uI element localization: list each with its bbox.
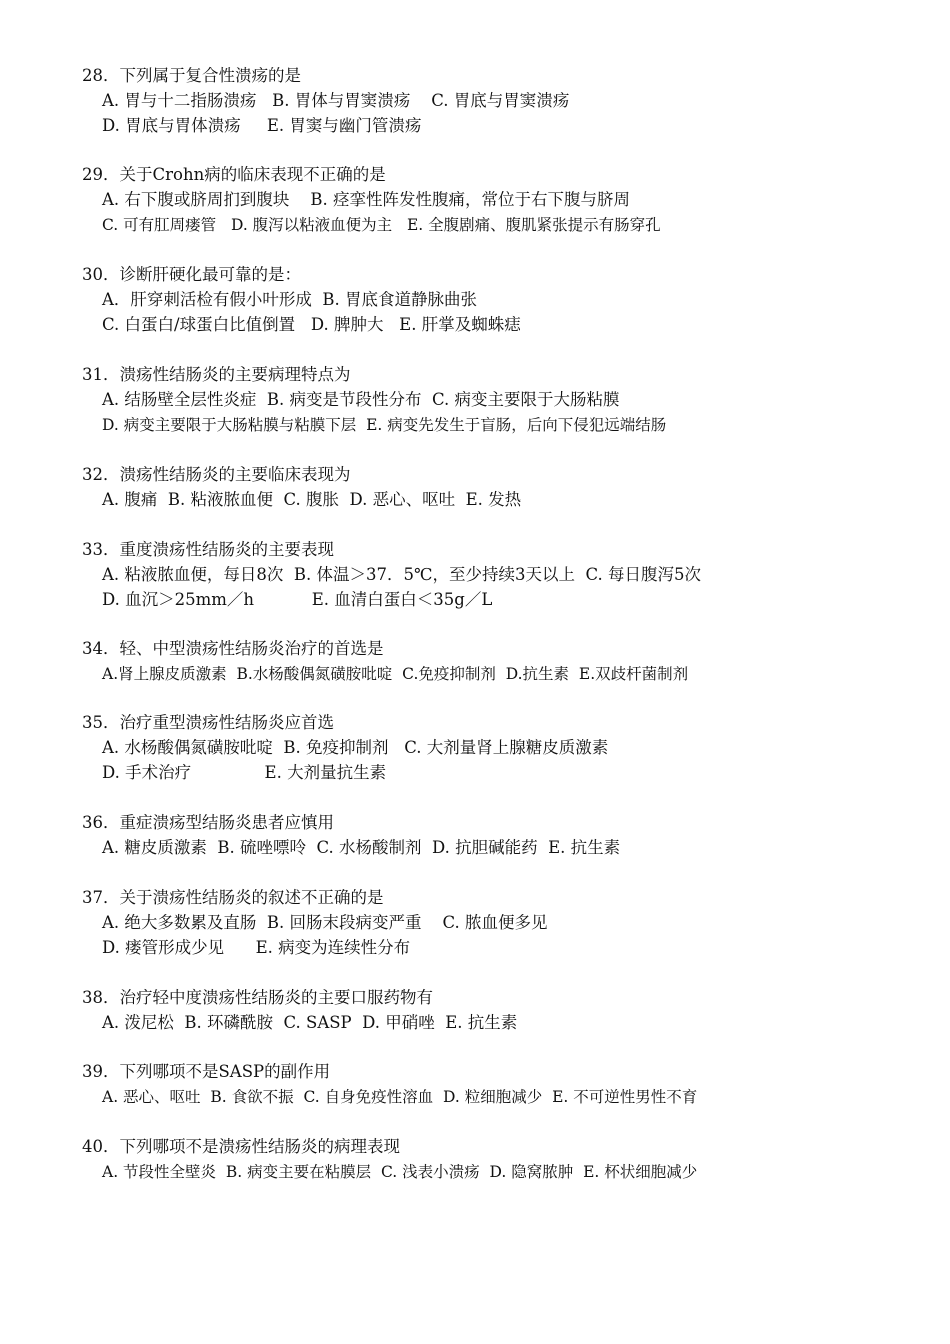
option-line: A．肝穿刺活检有假小叶形成 B. 胃底食道静脉曲张 xyxy=(102,290,478,309)
question-options xyxy=(82,1011,922,1036)
option-line: D. 病变主要限于大肠粘膜与粘膜下层 E. 病变先发生于盲肠，后向下侵犯远端结肠 xyxy=(102,416,667,434)
question-36 xyxy=(82,811,922,861)
option-line: A. 泼尼松 B. 环磷酰胺 C. SASP D. 甲硝唑 E. 抗生素 xyxy=(102,1013,518,1032)
option-line: A. 恶心、呕吐 B. 食欲不振 C. 自身免疫性溶血 D. 粒细胞减少 E. 不可逆性男性不育 xyxy=(102,1088,698,1106)
question-40 xyxy=(82,1135,922,1185)
option-line: A. 节段性全壁炎 B. 病变主要在粘膜层 C. 浅表小溃疡 D. 隐窝脓肿 E. 杯状细胞减少 xyxy=(102,1163,698,1181)
question-35 xyxy=(82,711,922,786)
question-39 xyxy=(82,1060,922,1110)
question-stem: 35．治疗重型溃疡性结肠炎应首选 xyxy=(82,713,334,732)
question-stem: 37．关于溃疡性结肠炎的叙述不正确的是 xyxy=(82,888,384,907)
question-stem: 31．溃疡性结肠炎的主要病理特点为 xyxy=(82,365,351,384)
option-line: A. 粘液脓血便，每日8次 B. 体温＞37．5℃，至少持续3天以上 C. 每日腹泻5次 xyxy=(102,565,701,584)
question-options xyxy=(82,1085,922,1110)
question-28 xyxy=(82,64,922,139)
option-line: A. 糖皮质激素 B. 硫唑嘌呤 C. 水杨酸制剂 D. 抗胆碱能药 E. 抗生素 xyxy=(102,838,621,857)
option-line: D. 手术治疗 E. 大剂量抗生素 xyxy=(102,763,387,782)
option-line: A.肾上腺皮质激素 B.水杨酸偶氮磺胺吡啶 C.免疫抑制剂 D.抗生素 E.双歧杆菌制剂 xyxy=(102,665,689,683)
question-33 xyxy=(82,538,922,613)
question-stem: 38．治疗轻中度溃疡性结肠炎的主要口服药物有 xyxy=(82,988,433,1007)
question-stem: 30．诊断肝硬化最可靠的是： xyxy=(82,265,301,284)
option-line: A. 胃与十二指肠溃疡 B. 胃体与胃窦溃疡 C. 胃底与胃窦溃疡 xyxy=(102,91,570,110)
question-31 xyxy=(82,363,922,438)
question-options xyxy=(82,89,922,139)
question-stem: 29．关于Crohn病的临床表现不正确的是 xyxy=(82,165,386,184)
question-29 xyxy=(82,163,922,238)
question-37 xyxy=(82,886,922,961)
question-options xyxy=(82,736,922,786)
question-stem: 39．下列哪项不是SASP的副作用 xyxy=(82,1062,331,1081)
option-line: D. 血沉＞25mm／h E. 血清白蛋白＜35g／L xyxy=(102,590,493,609)
question-options xyxy=(82,911,922,961)
option-line: A. 腹痛 B. 粘液脓血便 C. 腹胀 D. 恶心、呕吐 E. 发热 xyxy=(102,490,522,509)
question-stem: 40．下列哪项不是溃疡性结肠炎的病理表现 xyxy=(82,1137,400,1156)
question-options xyxy=(82,563,922,613)
question-options xyxy=(82,388,922,438)
question-30 xyxy=(82,263,922,338)
question-38 xyxy=(82,986,922,1036)
option-line: A. 结肠壁全层性炎症 B. 病变是节段性分布 C. 病变主要限于大肠粘膜 xyxy=(102,390,620,409)
option-line: A. 右下腹或脐周扪到腹块 B. 痉挛性阵发性腹痛，常位于右下腹与脐周 xyxy=(102,190,630,209)
question-32 xyxy=(82,463,922,513)
question-options xyxy=(82,1160,922,1185)
option-line: D. 瘘管形成少见 E. 病变为连续性分布 xyxy=(102,938,411,957)
option-line: C. 可有肛周瘘管 D. 腹泻以粘液血便为主 E. 全腹剧痛、腹肌紧张提示有肠穿孔 xyxy=(102,216,661,234)
question-options xyxy=(82,488,922,513)
question-options xyxy=(82,288,922,338)
question-34 xyxy=(82,637,922,687)
option-line: A. 绝大多数累及直肠 B. 回肠末段病变严重 C. 脓血便多见 xyxy=(102,913,548,932)
question-options xyxy=(82,836,922,861)
option-line: C. 白蛋白/球蛋白比值倒置 D. 脾肿大 E. 肝掌及蜘蛛痣 xyxy=(102,315,521,334)
question-stem: 32．溃疡性结肠炎的主要临床表现为 xyxy=(82,465,351,484)
option-line: A. 水杨酸偶氮磺胺吡啶 B. 免疫抑制剂 C. 大剂量肾上腺糖皮质激素 xyxy=(102,738,609,757)
question-stem: 28．下列属于复合性溃疡的是 xyxy=(82,66,301,85)
question-stem: 34．轻、中型溃疡性结肠炎治疗的首选是 xyxy=(82,639,384,658)
question-options xyxy=(82,662,922,687)
question-options xyxy=(82,188,922,238)
option-line: D. 胃底与胃体溃疡 E. 胃窦与幽门管溃疡 xyxy=(102,116,422,135)
question-stem: 33．重度溃疡性结肠炎的主要表现 xyxy=(82,540,334,559)
question-stem: 36．重症溃疡型结肠炎患者应慎用 xyxy=(82,813,334,832)
